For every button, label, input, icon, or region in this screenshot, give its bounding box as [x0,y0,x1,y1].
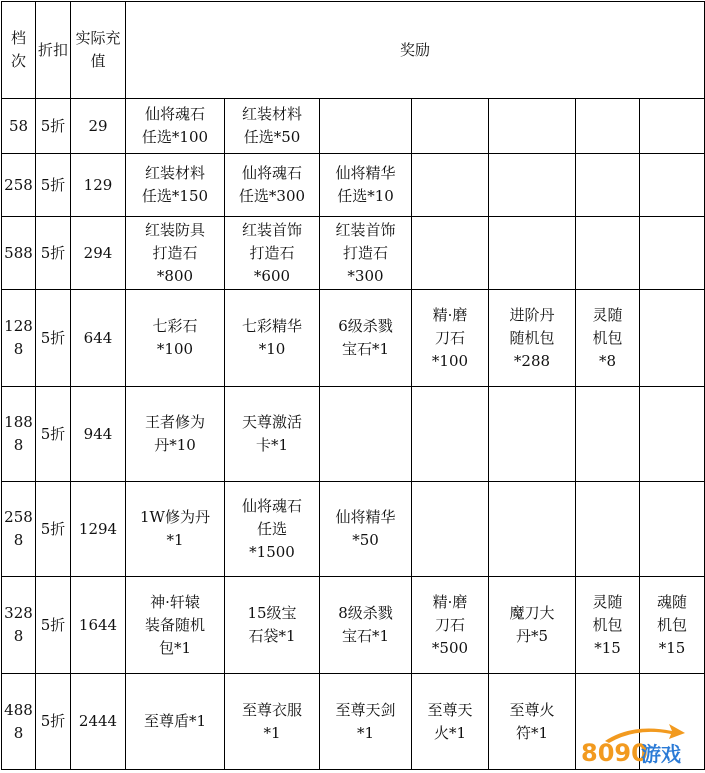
price-cell: 1294 [71,482,126,577]
reward-cell [320,99,412,154]
price-cell: 944 [71,387,126,482]
reward-cell: 至尊天剑 *1 [320,674,412,770]
reward-cell [640,99,705,154]
reward-cell: 仙将魂石 任选*300 [225,154,320,217]
watermark-logo [577,721,697,767]
header-tier: 档次 [2,2,36,99]
reward-cell: 红装材料 任选*150 [126,154,225,217]
header-row [2,2,705,99]
reward-cell [640,387,705,482]
reward-cell [640,482,705,577]
reward-cell: 仙将魂石 任选 *1500 [225,482,320,577]
reward-cell [412,154,489,217]
price-cell: 294 [71,217,126,290]
discount-cell: 5折 [36,154,71,217]
reward-cell: 红装防具 打造石 *800 [126,217,225,290]
table-row [2,387,705,482]
table-row [2,482,705,577]
header-actual-recharge: 实际充值 [71,2,126,99]
reward-cell: 至尊盾*1 [126,674,225,770]
reward-cell [640,154,705,217]
tier-cell: 1888 [2,387,36,482]
table-row [2,154,705,217]
table-row [2,577,705,674]
reward-cell [489,387,576,482]
reward-cell: 至尊天 火*1 [412,674,489,770]
reward-cell: 精·磨 刀石 *500 [412,577,489,674]
reward-cell: 进阶丹 随机包 *288 [489,290,576,387]
reward-cell [576,99,640,154]
price-cell: 1644 [71,577,126,674]
reward-cell [576,387,640,482]
price-cell: 2444 [71,674,126,770]
tier-cell: 3288 [2,577,36,674]
reward-cell: 灵随 机包 *8 [576,290,640,387]
reward-cell [489,482,576,577]
reward-cell [640,217,705,290]
reward-cell: 魔刀大 丹*5 [489,577,576,674]
watermark-number: 8090 [581,739,648,767]
reward-cell: 神·轩辕 装备随机 包*1 [126,577,225,674]
discount-cell: 5折 [36,99,71,154]
price-cell: 644 [71,290,126,387]
reward-cell [412,482,489,577]
tier-cell: 2588 [2,482,36,577]
reward-cell: 天尊激活 卡*1 [225,387,320,482]
discount-cell: 5折 [36,674,71,770]
tier-cell: 58 [2,99,36,154]
reward-cell: 精·磨 刀石 *100 [412,290,489,387]
reward-cell: 红装首饰 打造石 *600 [225,217,320,290]
reward-cell [412,99,489,154]
reward-cell: 1W修为丹 *1 [126,482,225,577]
reward-cell: 15级宝 石袋*1 [225,577,320,674]
reward-cell [412,217,489,290]
discount-cell: 5折 [36,217,71,290]
watermark-brand: 游戏 [641,742,681,766]
reward-cell: 七彩石 *100 [126,290,225,387]
reward-cell: 魂随 机包 *15 [640,577,705,674]
reward-cell [489,217,576,290]
reward-cell: 仙将魂石 任选*100 [126,99,225,154]
reward-cell: 王者修为 丹*10 [126,387,225,482]
reward-cell [640,290,705,387]
reward-cell: 至尊火 符*1 [489,674,576,770]
reward-cell: 8级杀戮 宝石*1 [320,577,412,674]
reward-cell: 灵随 机包 *15 [576,577,640,674]
tier-cell: 588 [2,217,36,290]
reward-cell: 红装首饰 打造石 *300 [320,217,412,290]
reward-cell: 至尊衣服 *1 [225,674,320,770]
rewards-table [1,1,705,770]
reward-cell [576,482,640,577]
price-cell: 129 [71,154,126,217]
reward-cell: 红装材料 任选*50 [225,99,320,154]
discount-cell: 5折 [36,577,71,674]
tier-cell: 258 [2,154,36,217]
reward-cell [489,154,576,217]
header-discount: 折扣 [36,2,71,99]
tier-cell: 1288 [2,290,36,387]
discount-cell: 5折 [36,387,71,482]
tier-cell: 4888 [2,674,36,770]
table-row [2,217,705,290]
price-cell: 29 [71,99,126,154]
reward-cell [412,387,489,482]
header-rewards: 奖励 [126,2,705,99]
table-row [2,99,705,154]
reward-cell [576,217,640,290]
reward-cell [576,154,640,217]
reward-cell: 仙将精华 任选*10 [320,154,412,217]
reward-cell [320,387,412,482]
reward-cell: 仙将精华 *50 [320,482,412,577]
reward-cell: 6级杀戮 宝石*1 [320,290,412,387]
reward-cell [489,99,576,154]
table-row [2,290,705,387]
reward-cell: 七彩精华 *10 [225,290,320,387]
discount-cell: 5折 [36,482,71,577]
discount-cell: 5折 [36,290,71,387]
